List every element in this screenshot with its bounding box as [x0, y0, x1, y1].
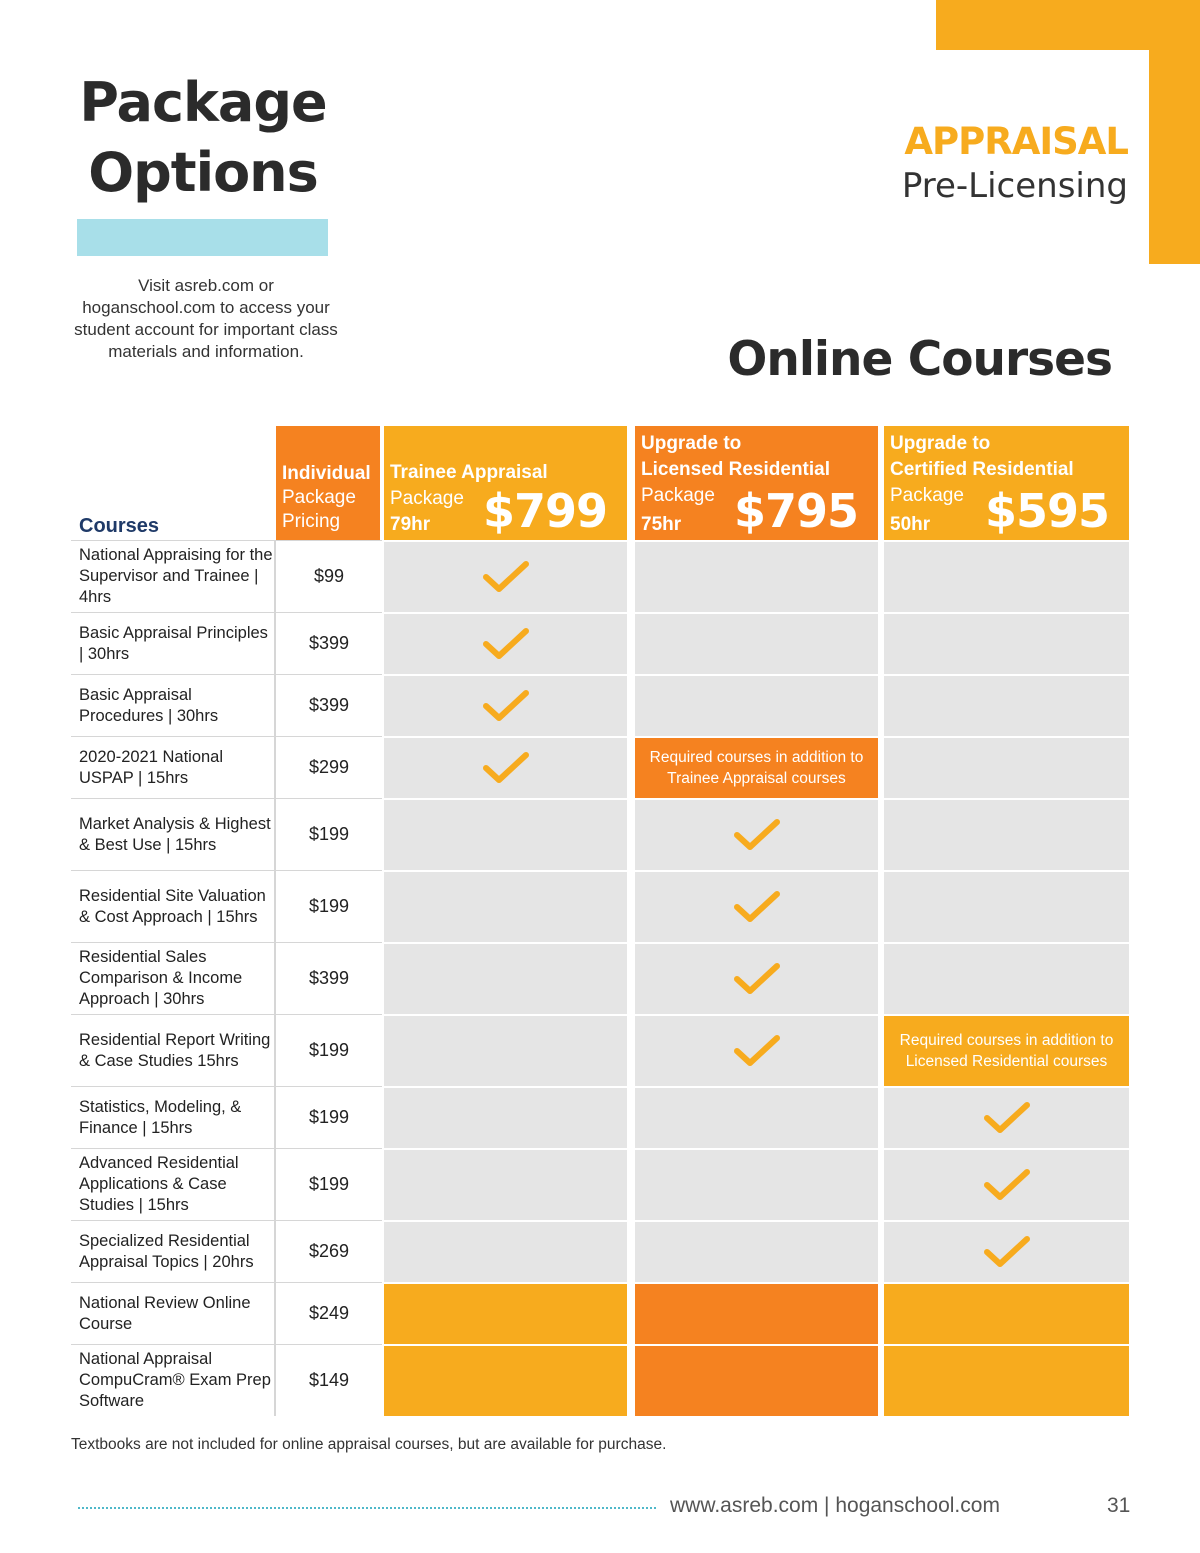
table-row	[71, 870, 1130, 942]
package-cell-certified	[884, 676, 1129, 736]
individual-price: $199	[274, 1086, 382, 1148]
package-cell-licensed	[635, 676, 878, 736]
individual-price: $199	[274, 1148, 382, 1220]
package-hours: 79hr	[390, 514, 431, 535]
package-name-line1: Upgrade to	[890, 433, 991, 454]
package-cell-trainee	[384, 1222, 627, 1282]
required-courses-note-certified: Required courses in addition to Licensed Residential courses	[884, 1016, 1129, 1086]
table-row	[71, 540, 1130, 612]
checkmark-icon	[482, 750, 530, 786]
checkmark-icon	[482, 626, 530, 662]
table-row	[71, 736, 1130, 798]
package-cell-certified	[884, 614, 1129, 674]
package-hours: 50hr	[890, 514, 931, 535]
corner-accent-side	[1149, 0, 1200, 264]
individual-price: $399	[274, 612, 382, 674]
package-cell-trainee	[384, 1088, 627, 1148]
individual-price: $299	[274, 736, 382, 798]
package-cell-licensed	[635, 944, 878, 1014]
package-cell-included-licensed	[635, 1346, 878, 1416]
checkmark-icon	[733, 1033, 781, 1069]
course-name: Advanced Residential Applications & Case Studies | 15hrs	[71, 1148, 274, 1220]
package-cell-included-certified	[884, 1284, 1129, 1344]
section-title: Online Courses	[727, 332, 1112, 387]
package-cell-licensed	[635, 1088, 878, 1148]
package-name: Trainee Appraisal	[390, 462, 548, 483]
package-header-trainee	[384, 426, 627, 540]
courses-header-cell	[71, 426, 274, 540]
individual-price: $149	[274, 1344, 382, 1416]
package-cell-trainee	[384, 800, 627, 870]
package-cell-trainee	[384, 542, 627, 612]
checkmark-icon	[983, 1167, 1031, 1203]
course-name: Basic Appraisal Principles | 30hrs	[71, 612, 274, 674]
package-cell-trainee	[384, 1016, 627, 1086]
individual-header-line2: Package	[282, 487, 356, 508]
footer-website-links: www.asreb.com | hoganschool.com	[670, 1494, 1000, 1517]
individual-price: $199	[274, 798, 382, 870]
table-row	[71, 1220, 1130, 1282]
package-label: Package	[890, 485, 964, 506]
package-cell-licensed	[635, 872, 878, 942]
individual-pricing-header	[276, 426, 380, 540]
table-row	[71, 1282, 1130, 1344]
table-row	[71, 1148, 1130, 1220]
title-underline-bar	[77, 219, 328, 256]
package-cell-trainee	[384, 676, 627, 736]
page-title-line1: Package	[79, 71, 327, 134]
package-cell-licensed	[635, 542, 878, 612]
package-price: $795	[733, 484, 858, 538]
package-cell-licensed	[635, 800, 878, 870]
package-cell-certified	[884, 944, 1129, 1014]
individual-price: $249	[274, 1282, 382, 1344]
table-row	[71, 798, 1130, 870]
package-cell-included-certified	[884, 1346, 1129, 1416]
footer-dotted-rule	[78, 1507, 656, 1509]
courses-header: Courses	[79, 515, 160, 537]
checkmark-icon	[983, 1100, 1031, 1136]
package-cell-included-trainee	[384, 1346, 627, 1416]
package-cell-certified	[884, 800, 1129, 870]
course-name: 2020-2021 National USPAP | 15hrs	[71, 736, 274, 798]
package-name-line1: Upgrade to	[641, 433, 742, 454]
checkmark-icon	[733, 889, 781, 925]
package-cell-trainee	[384, 1150, 627, 1220]
package-cell-certified	[884, 872, 1129, 942]
footnote: Textbooks are not included for online appraisal courses, but are available for purchase.	[71, 1436, 667, 1453]
course-name: Market Analysis & Highest & Best Use | 15hrs	[71, 798, 274, 870]
individual-header-line3: Pricing	[282, 511, 341, 532]
course-name: National Appraisal CompuCram® Exam Prep Software	[71, 1344, 274, 1416]
package-cell-included-licensed	[635, 1284, 878, 1344]
package-cell-trainee	[384, 614, 627, 674]
individual-price: $99	[274, 540, 382, 612]
course-name: Statistics, Modeling, & Finance | 15hrs	[71, 1086, 274, 1148]
brand-subheading: Pre-Licensing	[901, 166, 1128, 206]
course-name: Residential Report Writing & Case Studies 15hrs	[71, 1014, 274, 1086]
required-courses-note-licensed: Required courses in addition to Trainee Appraisal courses	[635, 738, 878, 798]
package-table	[71, 426, 1130, 1416]
package-cell-included-trainee	[384, 1284, 627, 1344]
course-name: National Appraising for the Supervisor and Trainee | 4hrs	[71, 540, 274, 612]
checkmark-icon	[733, 961, 781, 997]
individual-header-line1: Individual	[282, 463, 371, 484]
checkmark-icon	[482, 559, 530, 595]
checkmark-icon	[482, 688, 530, 724]
page-title	[60, 68, 346, 208]
package-cell-certified	[884, 1222, 1129, 1282]
package-cell-certified	[884, 1088, 1129, 1148]
page-title-line2: Options	[88, 141, 318, 204]
course-name: Basic Appraisal Procedures | 30hrs	[71, 674, 274, 736]
intro-text: Visit asreb.com or hoganschool.com to access your student account for important class materials and information.	[74, 276, 338, 361]
individual-price: $199	[274, 870, 382, 942]
course-name: Residential Sales Comparison & Income Approach | 30hrs	[71, 942, 274, 1014]
package-header-licensed	[635, 426, 878, 540]
individual-price: $269	[274, 1220, 382, 1282]
package-label: Package	[641, 485, 715, 506]
checkmark-icon	[983, 1234, 1031, 1270]
package-cell-licensed	[635, 1222, 878, 1282]
package-name-line2: Licensed Residential	[641, 459, 831, 480]
table-row	[71, 1344, 1130, 1416]
course-name: National Review Online Course	[71, 1282, 274, 1344]
table-row	[71, 674, 1130, 736]
table-row	[71, 1014, 1130, 1086]
package-cell-trainee	[384, 738, 627, 798]
individual-price: $399	[274, 942, 382, 1014]
package-name-line2: Certified Residential	[890, 459, 1074, 480]
individual-price: $399	[274, 674, 382, 736]
page-number: 31	[1107, 1494, 1131, 1517]
package-header-certified	[884, 426, 1129, 540]
package-price: $595	[984, 484, 1109, 538]
table-row	[71, 612, 1130, 674]
brand-heading: APPRAISAL	[904, 120, 1128, 163]
package-cell-trainee	[384, 872, 627, 942]
package-cell-licensed	[635, 614, 878, 674]
package-hours: 75hr	[641, 514, 682, 535]
course-name: Residential Site Valuation & Cost Approach | 15hrs	[71, 870, 274, 942]
package-label: Package	[390, 488, 464, 509]
table-row	[71, 942, 1130, 1014]
package-cell-certified	[884, 738, 1129, 798]
package-price: $799	[482, 484, 607, 538]
package-cell-certified	[884, 1150, 1129, 1220]
package-cell-licensed	[635, 1016, 878, 1086]
individual-price: $199	[274, 1014, 382, 1086]
package-cell-licensed	[635, 1150, 878, 1220]
course-name: Specialized Residential Appraisal Topics | 20hrs	[71, 1220, 274, 1282]
package-cell-trainee	[384, 944, 627, 1014]
package-cell-certified	[884, 542, 1129, 612]
checkmark-icon	[733, 817, 781, 853]
table-row	[71, 1086, 1130, 1148]
